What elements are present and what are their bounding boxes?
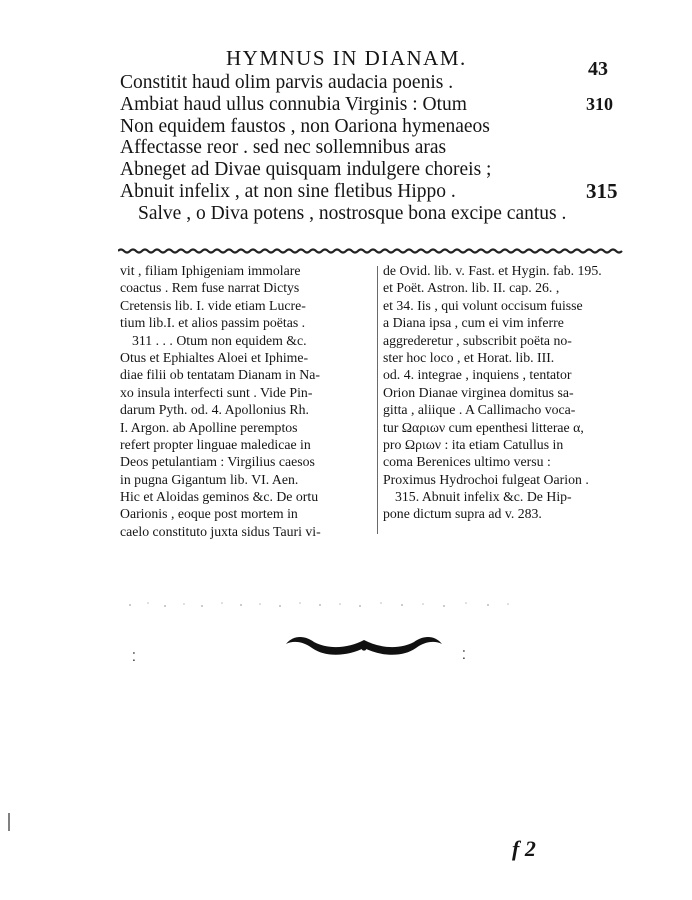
note-line: xo insula interfecti sunt . Vide Pin-: [120, 384, 313, 400]
verse-text: Ambiat haud ullus connubia Virginis : Otum: [120, 93, 467, 115]
note-line: Deos petulantiam : Virgilius caesos: [120, 454, 315, 470]
verse-line: [120, 137, 640, 159]
note-line: Hic et Aloidas geminos &c. De ortu: [120, 489, 319, 505]
note-line: Otus et Ephialtes Aloei et Iphime-: [120, 349, 309, 365]
note-line: tium lib.I. et alios passim poëtas .: [120, 315, 306, 331]
note-line: I. Argon. ab Apolline peremptos: [120, 419, 298, 435]
note-line: Oarionis , eoque post mortem in: [120, 506, 298, 522]
ornament-dot: ⁚: [462, 648, 466, 662]
running-head: HYMNUS IN DIANAM.: [226, 46, 467, 70]
tailpiece-ornament: [284, 628, 444, 664]
verse-text: Non equidem faustos , non Oariona hymenaeos: [120, 115, 490, 137]
verse-block: [120, 72, 640, 225]
ornament-dot: ⁚: [132, 650, 136, 664]
verse-text: Affectasse reor . sed nec sollemnibus aras: [120, 137, 447, 159]
margin-mark: [6, 813, 12, 831]
note-line: Orion Dianae virginea domitus sa-: [383, 384, 574, 400]
note-line: aggrederetur , subscribit poëta no-: [383, 332, 572, 348]
note-line: diae filii ob tentatam Dianam in Na-: [120, 367, 320, 383]
note-line: refert propter linguae maledicae in: [120, 436, 311, 452]
note-line: od. 4. integrae , inquiens , tentator: [383, 367, 572, 383]
note-line: darum Pyth. od. 4. Apollonius Rh.: [120, 402, 309, 418]
verse-text: Salve , o Diva potens , nostrosque bona excipe cantus .: [138, 202, 567, 224]
column-rule: [377, 266, 378, 534]
wavy-divider: [118, 248, 626, 254]
verse-line: [120, 116, 640, 138]
verse-line: [120, 203, 640, 225]
note-line: 315. Abnuit infelix &c. De Hip-: [395, 489, 572, 505]
note-line: pro Ωριων : ita etiam Catullus in: [383, 436, 564, 452]
signature-mark: f 2: [512, 836, 536, 861]
notes-left-column: [120, 262, 370, 540]
note-line: coactus . Rem fuse narrat Dictys: [120, 280, 300, 296]
note-line: in pugna Gigantum lib. VI. Aen.: [120, 471, 299, 487]
note-line: caelo constituto juxta sidus Tauri vi-: [120, 523, 321, 539]
note-line: tur Ωαριων cum epenthesi litterae α,: [383, 419, 584, 435]
verse-text: Abneget ad Divae quisquam indulgere choreis ;: [120, 159, 492, 181]
note-line: gitta , aliique . A Callimacho voca-: [383, 402, 576, 418]
note-line: a Diana ipsa , cum ei vim inferre: [383, 315, 564, 331]
verse-text: Constitit haud olim parvis audacia poenis .: [120, 72, 454, 93]
verse-line: [120, 159, 640, 181]
print-specks: [110, 598, 530, 612]
note-line: pone dictum supra ad v. 283.: [383, 506, 542, 522]
note-line: vit , filiam Iphigeniam immolare: [120, 263, 301, 278]
note-line: Proximus Hydrochoi fulgeat Oarion .: [383, 471, 589, 487]
note-line: coma Berenices ultimo versu :: [383, 454, 551, 470]
note-line: ster hoc loco , et Horat. lib. III.: [383, 349, 555, 365]
note-line: Cretensis lib. I. vide etiam Lucre-: [120, 297, 306, 313]
note-line: de Ovid. lib. v. Fast. et Hygin. fab. 195.: [383, 263, 602, 278]
verse-text: Abnuit infelix , at non sine fletibus Hippo .: [120, 180, 456, 202]
note-line: 311 . . . Otum non equidem &c.: [132, 332, 307, 348]
verse-line-number: 315: [586, 178, 618, 203]
verse-line-number: 310: [586, 93, 613, 114]
note-line: et Poët. Astron. lib. II. cap. 26. ,: [383, 280, 560, 296]
notes-right-column: [383, 262, 633, 523]
page-number: 43: [588, 58, 608, 80]
verse-line: [120, 94, 640, 116]
note-line: et 34. Iis , qui volunt occisum fuisse: [383, 297, 583, 313]
verse-line: [120, 72, 640, 94]
verse-line: [120, 178, 640, 203]
